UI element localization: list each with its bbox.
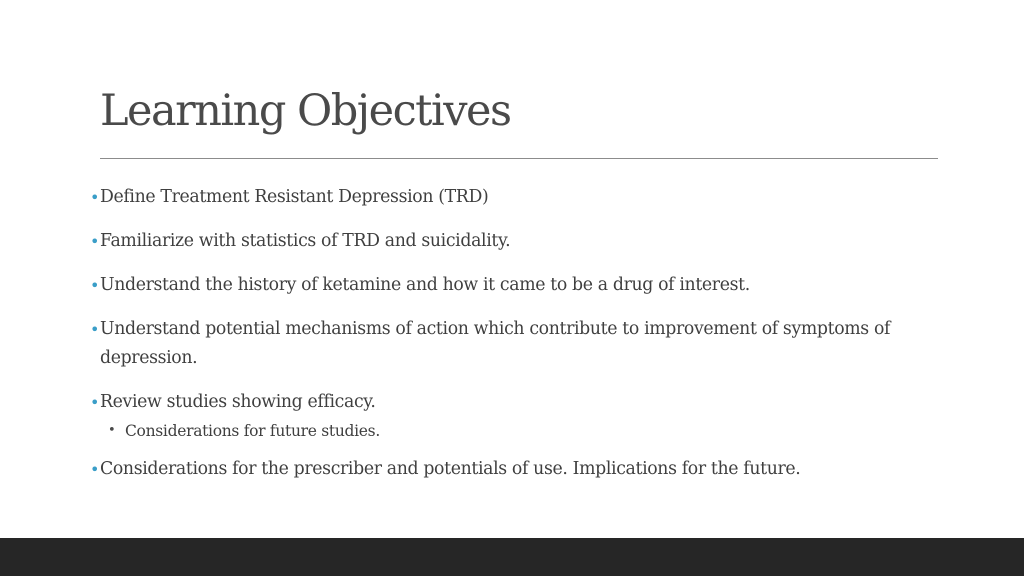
title-divider	[100, 158, 938, 159]
sub-bullet-dot-icon: •	[108, 423, 116, 438]
objective-item	[90, 271, 930, 300]
objective-item	[90, 388, 930, 417]
objective-text: Familiarize with statistics of TRD and suicidality.	[100, 231, 511, 251]
slide-title: Learning Objectives	[100, 86, 511, 136]
objective-text: Review studies showing efficacy.	[100, 392, 376, 412]
objective-item	[90, 455, 930, 484]
bullet-dot-icon: •	[90, 460, 100, 479]
objective-subitem	[90, 419, 930, 443]
bullet-dot-icon: •	[90, 276, 100, 295]
bullet-dot-icon: •	[90, 232, 100, 251]
objective-text: Understand potential mechanisms of action which contribute to improvement of symptoms of depression.	[100, 319, 891, 368]
objective-text: Understand the history of ketamine and how it came to be a drug of interest.	[100, 275, 750, 295]
bullet-dot-icon: •	[90, 393, 100, 412]
objective-item	[90, 315, 930, 373]
objective-text: Define Treatment Resistant Depression (TRD)	[100, 187, 489, 207]
objectives-list	[90, 183, 930, 499]
objective-item	[90, 227, 930, 256]
objective-item	[90, 183, 930, 212]
bullet-dot-icon: •	[90, 320, 100, 339]
footer-bar	[0, 538, 1024, 576]
objective-subitem-text: Considerations for future studies.	[125, 422, 380, 440]
objective-text: Considerations for the prescriber and potentials of use. Implications for the future.	[100, 459, 801, 479]
bullet-dot-icon: •	[90, 188, 100, 207]
